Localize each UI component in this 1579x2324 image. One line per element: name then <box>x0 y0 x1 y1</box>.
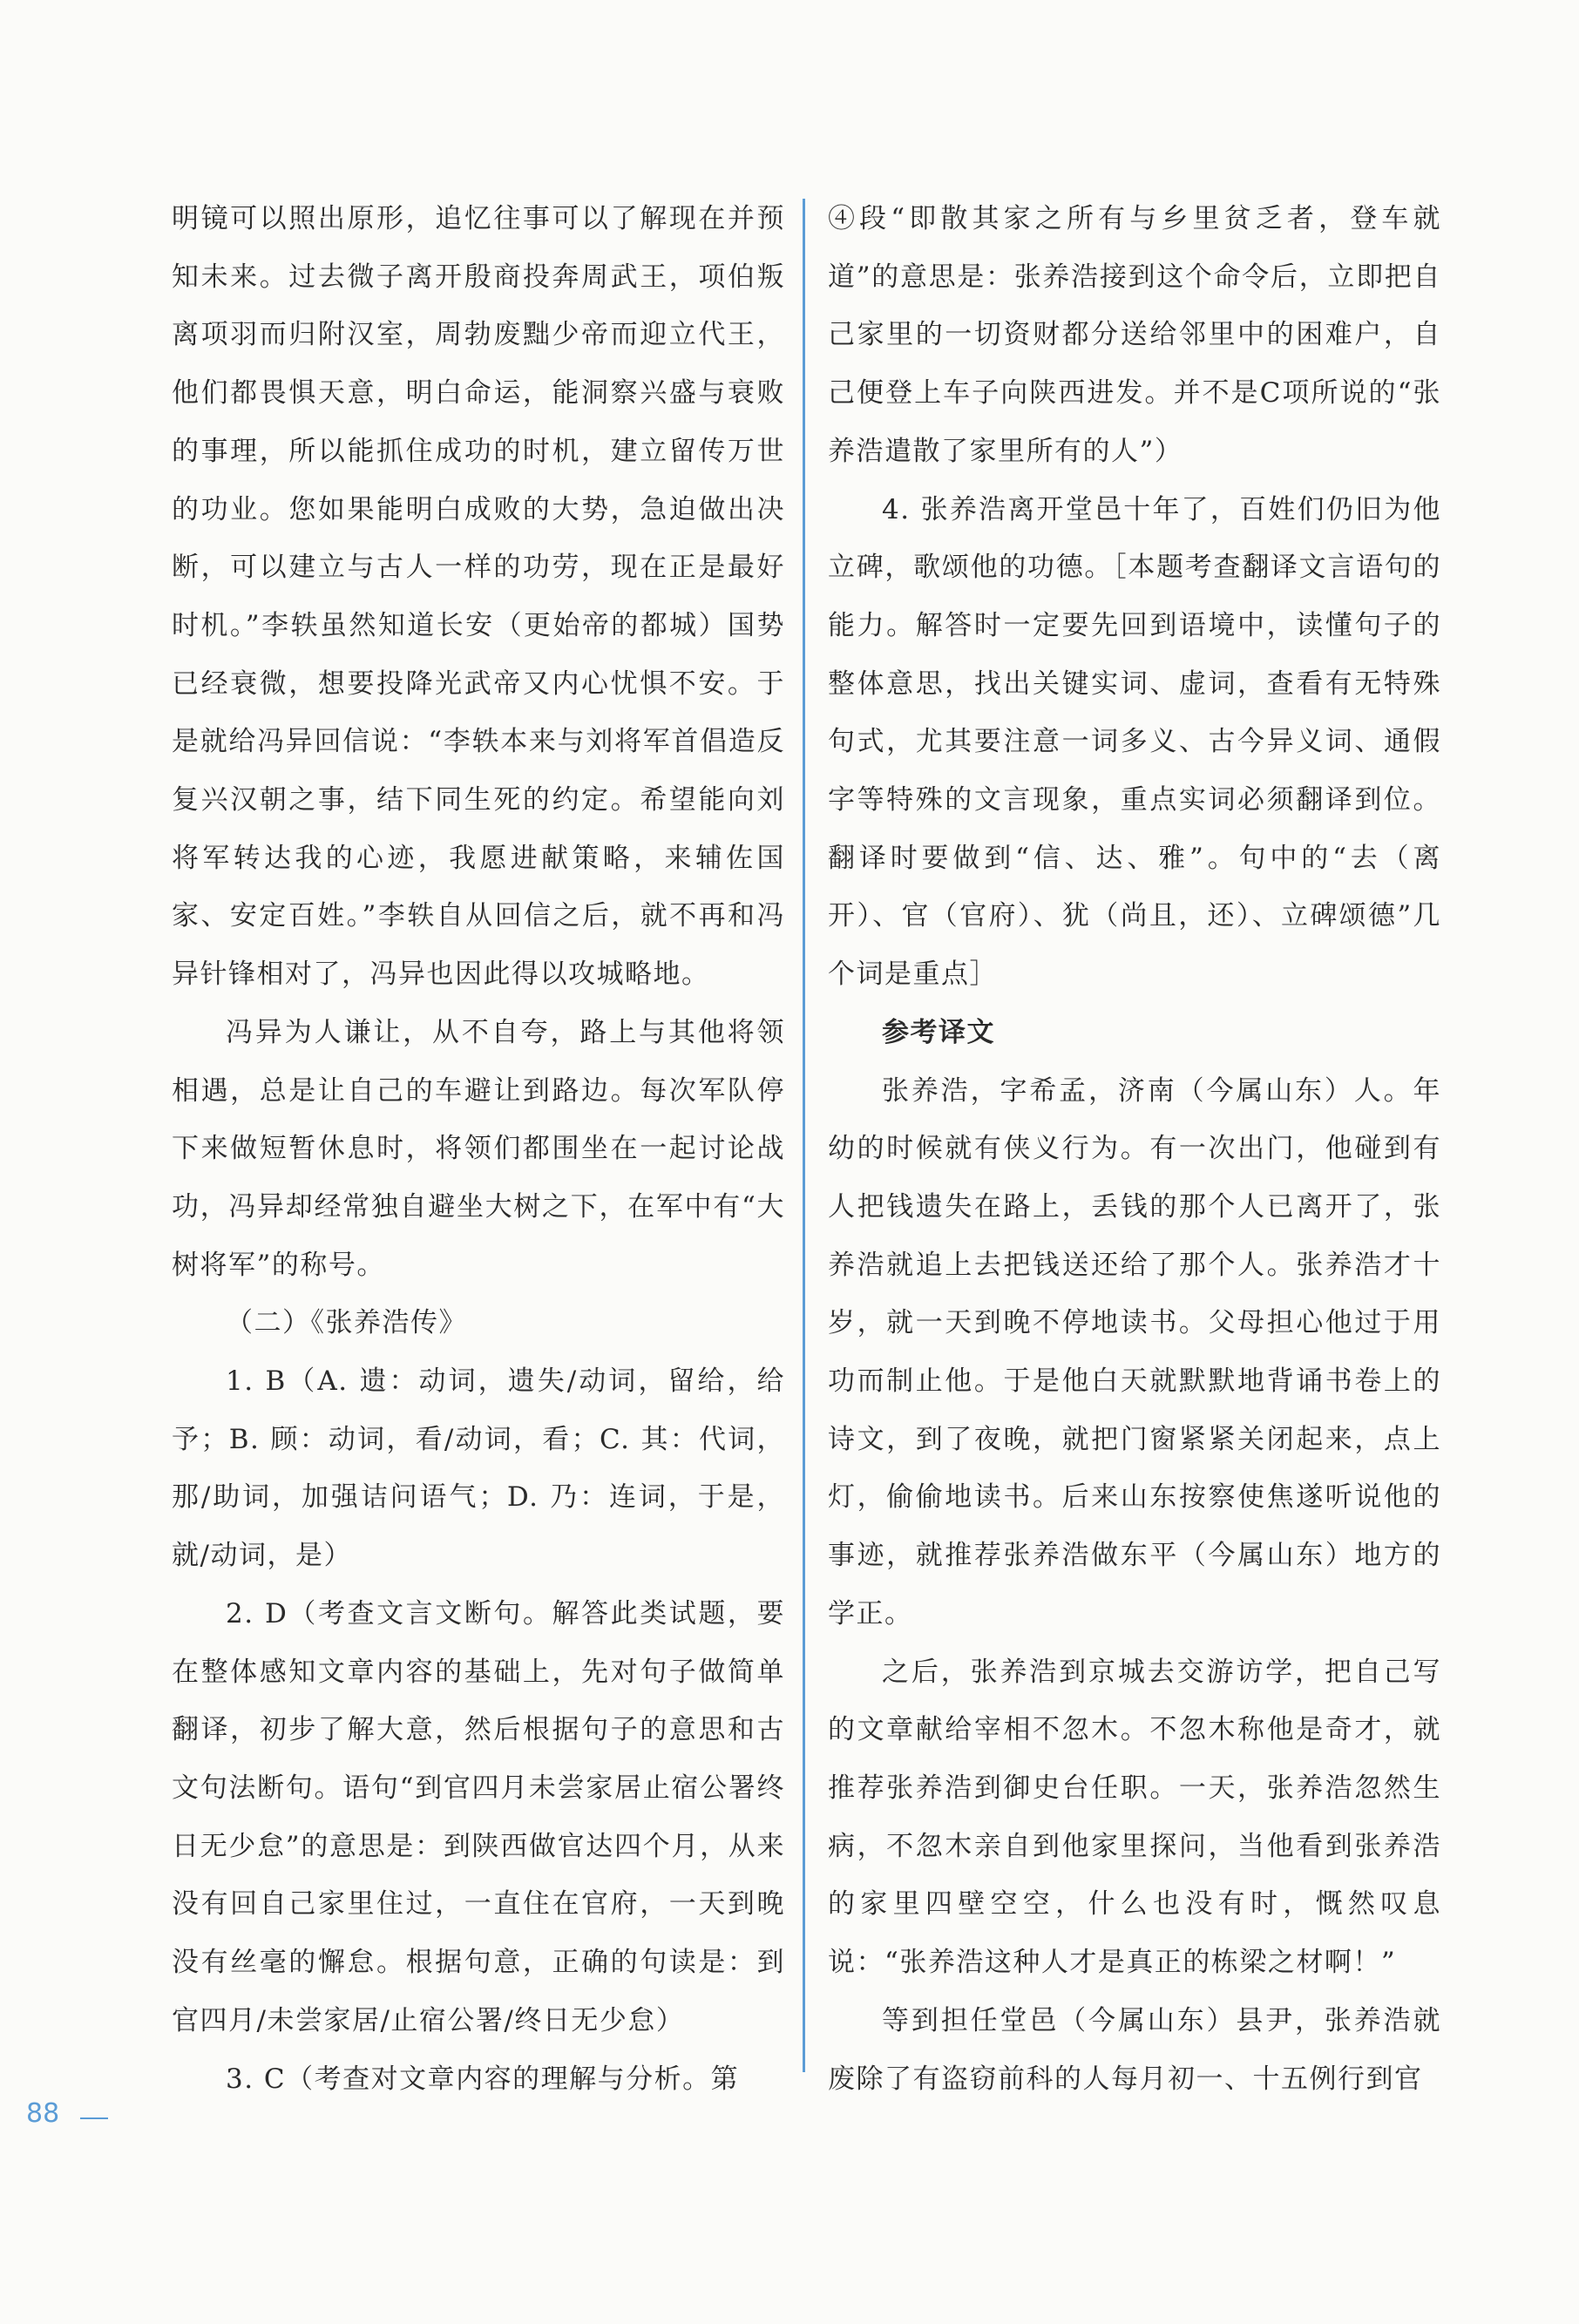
paragraph: 冯异为人谦让，从不自夸，路上与其他将领相遇，总是让自己的车避让到路边。每次军队停下来做短暂休息时，将领们都围坐在一起讨论战功，冯异却经常独自避坐大树之下，在军中有“大树将军”的称号。 <box>172 1016 785 1281</box>
right-column <box>828 190 1441 2108</box>
answer-paragraph: ④段“即散其家之所有与乡里贫乏者，登车就道”的意思是：张养浩接到这个命令后，立即把自己家里的一切资财都分送给邻里中的困难户，自己便登上车子向陕西进发。并不是C项所说的“张养浩遣散了家里所有的人”） <box>828 203 1441 467</box>
answer-paragraph: 2. D（考查文言文断句。解答此类试题，要在整体感知文章内容的基础上，先对句子做简单翻译，初步了解大意，然后根据句子的意思和古文句法断句。语句“到官四月未尝家居止宿公署终日无少怠”的意思是：到陕西做官达四个月，从来没有回自己家里住过，一直住在官府，一天到晚没有丝毫的懈怠。根据句意，正确的句读是：到官四月/未尝家居/止宿公署/终日无少怠） <box>172 1597 785 2036</box>
answer-paragraph: 4. 张养浩离开堂邑十年了，百姓们仍旧为他立碑，歌颂他的功德。［本题考查翻译文言语句的能力。解答时一定要先回到语境中，读懂句子的整体意思，找出关键实词、虚词，查看有无特殊句式，尤其要注意一词多义、古今异义词、通假字等特殊的文言现象，重点实词必须翻译到位。翻译时要做到“信、达、雅”。句中的“去（离开）、官（官府）、犹（尚且，还）、立碑颂德”几个词是重点］ <box>828 493 1441 991</box>
section-heading: （二）《张养浩传》 <box>226 1307 467 1339</box>
page-number: 88 <box>26 2098 60 2129</box>
translation-paragraph: 之后，张养浩到京城去交游访学，把自己写的文章献给宰相不忽木。不忽木称他是奇才，就推荐张养浩到御史台任职。一天，张养浩忽然生病，不忽木亲自到他家里探问，当他看到张养浩的家里四壁空空，什么也没有时，慨然叹息说：“张养浩这种人才是真正的栋梁之材啊！” <box>828 1656 1441 1979</box>
page-number-dash <box>80 2117 108 2119</box>
left-column <box>172 190 785 2108</box>
column-divider <box>803 199 805 2072</box>
translation-paragraph: 张养浩，字希孟，济南（今属山东）人。年幼的时候就有侠义行为。有一次出门，他碰到有人把钱遗失在路上，丢钱的那个人已离开了，张养浩就追上去把钱送还给了那个人。张养浩才十岁，就一天到晚不停地读书。父母担心他过于用功而制止他。于是他白天就默默地背诵书卷上的诗文，到了夜晚，就把门窗紧紧关闭起来，点上灯，偷偷地读书。后来山东按察使焦遂听说他的事迹，就推荐张养浩做东平（今属山东）地方的学正。 <box>828 1074 1441 1630</box>
reference-translation-heading: 参考译文 <box>882 1016 995 1048</box>
translation-paragraph: 等到担任堂邑（今属山东）县尹，张养浩就废除了有盗窃前科的人每月初一、十五例行到官 <box>828 2004 1441 2095</box>
answer-paragraph: 3. C（考查对文章内容的理解与分析。第 <box>226 2063 740 2095</box>
answer-paragraph: 1. B（A. 遗：动词，遗失/动词，留给，给予；B. 顾：动词，看/动词，看；C. 其：代词，那/助词，加强诘问语气；D. 乃：连词，于是，就/动词，是） <box>172 1365 785 1572</box>
paragraph: 明镜可以照出原形，追忆往事可以了解现在并预知未来。过去微子离开殷商投奔周武王，项伯叛离项羽而归附汉室，周勃废黜少帝而迎立代王，他们都畏惧天意，明白命运，能洞察兴盛与衰败的事理，所以能抓住成功的时机，建立留传万世的功业。您如果能明白成败的大势，急迫做出决断，可以建立与古人一样的功劳，现在正是最好时机。”李轶虽然知道长安（更始帝的都城）国势已经衰微，想要投降光武帝又内心忧惧不安。于是就给冯异回信说：“李轶本来与刘将军首倡造反复兴汉朝之事，结下同生死的约定。希望能向刘将军转达我的心迹，我愿进献策略，来辅佐国家、安定百姓。”李轶自从回信之后，就不再和冯异针锋相对了，冯异也因此得以攻城略地。 <box>172 203 785 991</box>
